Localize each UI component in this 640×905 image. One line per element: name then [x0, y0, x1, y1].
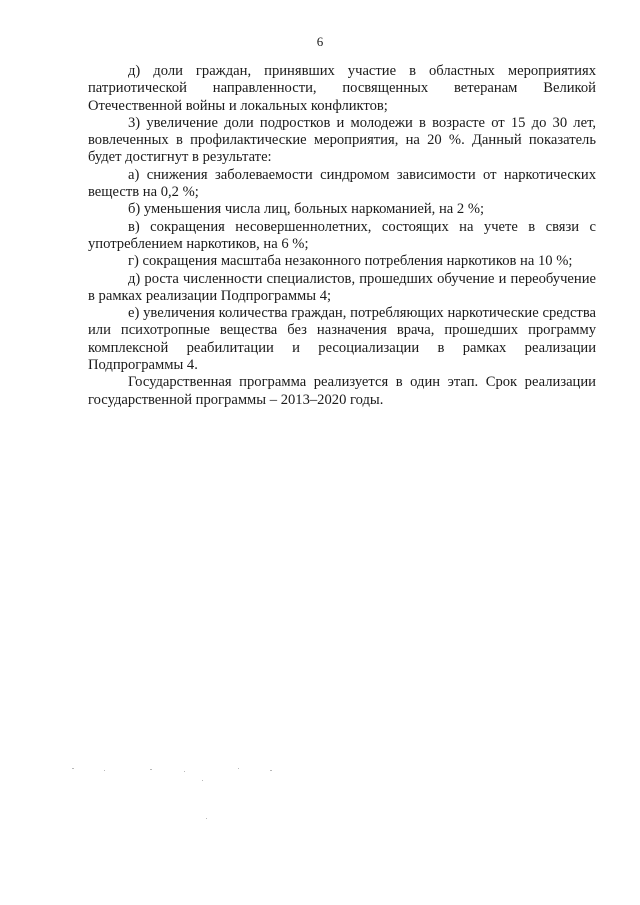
paragraph-item-3-youth-share: 3) увеличение доли подростков и молодежи в возрасте от 15 до 30 лет, вовлеченных в профилактические мероприятия, на 20 %. Данный показатель будет достигнут в результате:: [88, 114, 596, 166]
document-body: [88, 63, 596, 409]
paragraph-item-b-addicts: б) уменьшения числа лиц, больных наркоманией, на 2 %;: [128, 201, 485, 218]
paragraph-program-stage: Государственная программа реализуется в один этап. Срок реализации государственной программы – 2013–2020 годы.: [88, 374, 596, 408]
paragraph-item-g-consumption: г) сокращения масштаба незаконного потребления наркотиков на 10 %;: [128, 253, 573, 270]
paragraph-item-d-share: д) доли граждан, принявших участие в областных мероприятиях патриотической направленности, посвященных ветеранам Великой Отечественной войны и локальных конфликтов;: [88, 63, 596, 114]
paragraph-item-d-specialists: д) роста численности специалистов, прошедших обучение и переобучение в рамках реализации Подпрограммы 4;: [88, 270, 596, 304]
paragraph-item-a-morbidity: а) снижения заболеваемости синдромом зависимости от наркотических веществ на 0,2 %;: [88, 166, 596, 201]
paragraph-item-e-rehabilitation: е) увеличения количества граждан, потребляющих наркотические средства или психотропные вещества без назначения врача, прошедших программу комплексной реабилитации и ресоциализации в рамках реализации Подпрограммы 4.: [88, 305, 596, 374]
paragraph-item-v-minors: в) сокращения несовершеннолетних, состоящих на учете в связи с употреблением наркотиков, на 6 %;: [88, 218, 596, 252]
page-number: 6: [316, 34, 324, 49]
